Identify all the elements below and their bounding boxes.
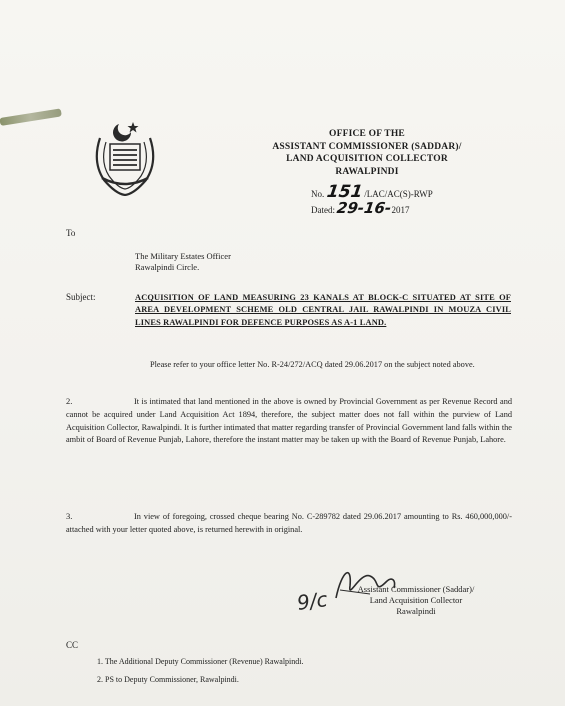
dated-label: Dated: bbox=[311, 205, 335, 215]
cc-label: CC bbox=[66, 640, 79, 650]
cc-item-number: 1. bbox=[97, 657, 103, 666]
to-label: To bbox=[66, 228, 76, 238]
cc-item bbox=[97, 675, 239, 684]
addressee bbox=[135, 251, 231, 273]
no-suffix: /LAC/AC(S)-RWP bbox=[364, 189, 433, 199]
cc-item-text: The Additional Deputy Commissioner (Revenue) Rawalpindi. bbox=[104, 657, 304, 666]
signature-line: Assistant Commissioner (Saddar)/ bbox=[357, 584, 475, 594]
subject-label: Subject: bbox=[66, 292, 96, 302]
addressee-line: The Military Estates Officer bbox=[135, 251, 231, 261]
addressee-line: Rawalpindi Circle. bbox=[135, 262, 200, 272]
office-heading bbox=[262, 128, 472, 178]
office-line: ASSISTANT COMMISSIONER (SADDAR)/ bbox=[272, 141, 462, 152]
paragraph-3: In view of foregoing, crossed cheque bearing No. C-289782 dated 29.06.2017 amounting to Rs. 460,000,000/- attached with your letter quoted above, is returned herewith in original. bbox=[66, 512, 512, 534]
paragraph-1: Please refer to your office letter No. R-24/272/ACQ dated 29.06.2017 on the subject noted above. bbox=[150, 360, 475, 369]
date-line bbox=[311, 199, 409, 217]
office-line: LAND ACQUISITION COLLECTOR bbox=[286, 154, 448, 164]
no-label: No. bbox=[311, 189, 325, 199]
paragraph-number: 3. bbox=[66, 511, 73, 521]
handwritten-initials: 9/c bbox=[295, 586, 329, 616]
cc-item-text: PS to Deputy Commissioner, Rawalpindi. bbox=[105, 675, 239, 684]
paragraph-number: 2. bbox=[66, 396, 73, 406]
handwritten-number: 151 bbox=[325, 182, 364, 202]
paragraph-2: It is intimated that land mentioned in the above is owned by Provincial Government as per Revenue Record and cannot be acquired under Land Acquisition Act 1894, therefore, the subject matter does not fall within the purview of Land Acquisition Collector, Rawalpindi. It is further intimated that matter regarding transfer of Provincial Government land falls within the ambit of Board of Revenue Punjab, Lahore, therefore the instant matter may be taken up with the Board of Revenue Punjab, Lahore. bbox=[66, 397, 512, 445]
office-line: RAWALPINDI bbox=[335, 166, 399, 177]
office-line: OFFICE OF THE bbox=[329, 129, 405, 139]
signature-line: Rawalpindi bbox=[396, 606, 436, 616]
cc-item bbox=[97, 657, 304, 666]
dated-year: 2017 bbox=[391, 205, 410, 215]
staple-mark bbox=[0, 108, 62, 126]
government-of-punjab-emblem bbox=[88, 118, 162, 196]
subject-text: ACQUISITION OF LAND MEASURING 23 KANALS AT BLOCK-C SITUATED AT SITE OF AREA DEVELOPMENT SCHEME OLD CENTRAL JAIL RAWALPINDI IN MOUZA CIVIL LINES RAWALPINDI FOR DEFENCE PURPOSES AS A-1 LAND. bbox=[135, 293, 511, 327]
signature-line: Land Acquisition Collector bbox=[369, 595, 463, 605]
signature-block bbox=[336, 584, 496, 617]
cc-item-number: 2. bbox=[97, 675, 103, 684]
handwritten-date: 29-16- bbox=[335, 199, 393, 217]
